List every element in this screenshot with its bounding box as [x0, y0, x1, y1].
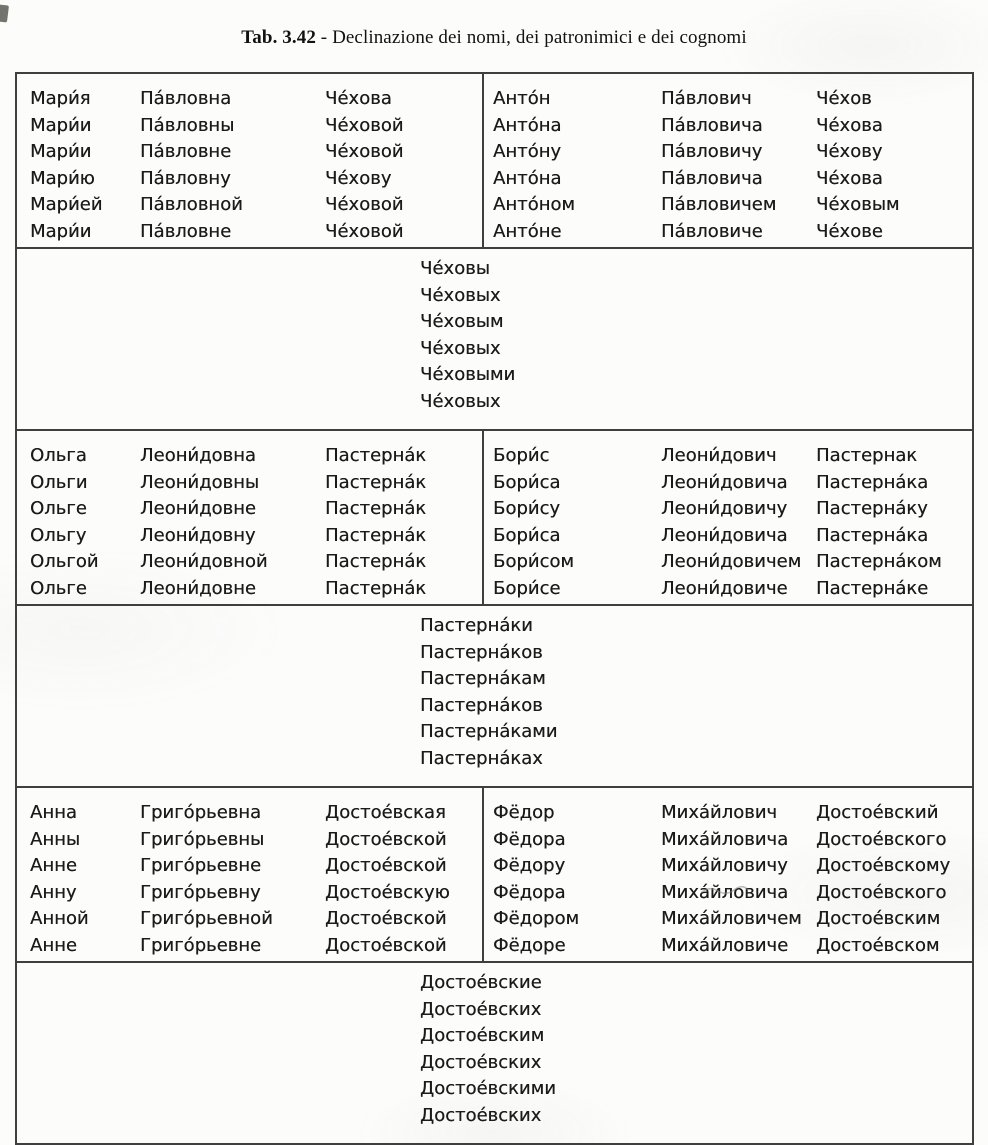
surname-cell: Достое́вского	[816, 881, 947, 903]
table-row	[30, 549, 482, 576]
first-name-cell: Фёдора	[493, 881, 566, 903]
section-chekhov-singular	[17, 74, 972, 247]
table-row	[30, 470, 482, 497]
patronymic-cell: Миха́йловича	[661, 828, 789, 850]
first-name-cell: Анто́н	[493, 88, 551, 109]
table-row	[493, 827, 972, 854]
first-name-cell: Анто́не	[493, 220, 562, 242]
first-name-cell: Мари́я	[30, 88, 91, 109]
first-name-cell: Фёдор	[493, 802, 555, 823]
surname-cell: Достое́вскому	[816, 855, 951, 876]
surname-cell: Пастерна́ка	[816, 524, 929, 546]
feminine-column-group	[17, 431, 484, 604]
table-row	[30, 906, 482, 933]
first-name-cell: Бори́сом	[493, 551, 574, 572]
first-name-cell: Анто́ном	[493, 194, 575, 215]
patronymic-cell: Леони́довне	[140, 498, 256, 519]
patronymic-cell: Па́вловичу	[661, 141, 763, 162]
surname-cell: Пастерна́ке	[816, 577, 929, 599]
table-row	[30, 800, 482, 827]
table-row	[30, 443, 482, 470]
surname-cell: Че́хова	[816, 167, 883, 189]
first-name-cell: Ольге	[30, 498, 87, 519]
first-name-cell: Анну	[30, 881, 77, 903]
table-row	[30, 219, 482, 246]
patronymic-cell: Па́вловиче	[661, 220, 763, 242]
table-row	[30, 113, 482, 140]
first-name-cell: Ольга	[30, 445, 87, 466]
patronymic-cell: Леони́довича	[661, 471, 788, 493]
surname-cell: Пастерна́к	[325, 498, 427, 519]
patronymic-cell: Па́вловичем	[661, 194, 777, 215]
surname-cell: Че́ховой	[325, 220, 404, 242]
plural-surname-form: Пастерна́ки	[420, 615, 533, 636]
table-row	[30, 576, 482, 603]
plural-surname-form: Пастерна́ками	[420, 721, 558, 742]
first-name-cell: Бори́са	[493, 471, 561, 493]
masculine-column-group	[484, 431, 972, 604]
first-name-cell: Ольгу	[30, 524, 87, 546]
section-pasternak-plural	[17, 604, 972, 786]
table-row	[30, 880, 482, 907]
table-row	[30, 496, 482, 523]
surname-cell: Пастерна́к	[325, 445, 427, 466]
section-chekhov-plural	[17, 247, 972, 429]
patronymic-cell: Григо́рьевне	[140, 934, 262, 956]
table-row	[493, 853, 972, 880]
patronymic-cell: Леони́дович	[661, 445, 777, 466]
patronymic-cell: Леони́довиче	[661, 577, 788, 599]
surname-cell: Че́ховой	[325, 141, 404, 162]
surname-cell: Че́хов	[816, 88, 872, 109]
table-row	[493, 139, 972, 166]
patronymic-cell: Григо́рьевной	[140, 908, 273, 929]
table-row	[30, 192, 482, 219]
plural-surname-form: Достое́вские	[420, 972, 542, 993]
pencil-mark-artifact	[700, 884, 750, 896]
first-name-cell: Анто́ну	[493, 141, 562, 162]
table-row	[30, 86, 482, 113]
table-row	[493, 906, 972, 933]
plural-surname-form: Че́ховых	[420, 390, 501, 412]
patronymic-cell: Миха́йловичу	[661, 855, 788, 876]
first-name-cell: Бори́са	[493, 524, 561, 546]
patronymic-cell: Миха́йловича	[661, 881, 789, 903]
patronymic-cell: Па́вловича	[661, 114, 763, 136]
table-row	[30, 139, 482, 166]
table-row	[493, 523, 972, 550]
first-name-cell: Анной	[30, 908, 89, 929]
patronymic-cell: Леони́довичем	[661, 551, 802, 572]
patronymic-cell: Па́вловне	[140, 141, 232, 162]
first-name-cell: Анна	[30, 802, 77, 823]
plural-surname-form: Че́ховы	[420, 258, 490, 279]
patronymic-cell: Григо́рьевны	[140, 828, 265, 850]
plural-surname-form: Че́ховых	[420, 337, 501, 359]
patronymic-cell: Григо́рьевну	[140, 881, 261, 903]
patronymic-cell: Миха́йловичем	[661, 908, 802, 929]
plural-surname-form: Пастерна́ков	[420, 694, 543, 716]
table-row	[493, 443, 972, 470]
plural-surname-form: Достое́вских	[420, 998, 542, 1020]
table-row	[493, 933, 972, 960]
patronymic-cell: Па́вловну	[140, 167, 231, 189]
patronymic-cell: Миха́йлович	[661, 802, 778, 823]
first-name-cell: Бори́с	[493, 445, 550, 466]
patronymic-cell: Леони́довна	[140, 445, 256, 466]
first-name-cell: Бори́су	[493, 498, 561, 519]
first-name-cell: Анто́на	[493, 114, 562, 136]
surname-cell: Достое́вской	[325, 828, 447, 850]
table-row	[30, 166, 482, 193]
table-caption	[0, 27, 988, 49]
surname-cell: Достое́вской	[325, 908, 447, 929]
patronymic-cell: Григо́рьевне	[140, 855, 262, 876]
table-row	[493, 800, 972, 827]
first-name-cell: Анне	[30, 855, 77, 876]
surname-cell: Че́ховой	[325, 194, 404, 215]
table-caption-text: - Declinazione dei nomi, dei patronimici e dei cognomi	[315, 27, 747, 48]
surname-cell: Достое́вской	[325, 855, 447, 876]
surname-cell: Пастерна́к	[325, 577, 427, 599]
surname-cell: Че́хова	[325, 88, 392, 109]
patronymic-cell: Леони́довны	[140, 471, 260, 493]
surname-cell: Че́ховым	[816, 194, 900, 215]
plural-surname-form: Че́ховыми	[420, 364, 516, 385]
surname-cell: Че́хова	[816, 114, 883, 136]
surname-cell: Пастерна́ку	[816, 498, 928, 519]
first-name-cell: Мари́и	[30, 141, 92, 162]
table-row	[493, 219, 972, 246]
surname-cell: Че́ховой	[325, 114, 404, 136]
patronymic-cell: Па́вловича	[661, 167, 763, 189]
table-row	[493, 470, 972, 497]
patronymic-cell: Па́вловны	[140, 114, 235, 136]
plural-surname-form: Пастерна́кам	[420, 668, 546, 689]
surname-cell: Пастерна́к	[325, 524, 427, 546]
patronymic-cell: Григо́рьевна	[140, 802, 262, 823]
surname-cell: Пастерна́ка	[816, 471, 929, 493]
first-name-cell: Ольги	[30, 471, 88, 493]
plural-surname-form: Достое́вскими	[420, 1078, 556, 1099]
patronymic-cell: Па́вловной	[140, 194, 243, 215]
first-name-cell: Мари́ю	[30, 167, 95, 189]
patronymic-cell: Леони́довичу	[661, 498, 788, 519]
surname-cell: Достое́вская	[325, 802, 446, 823]
table-row	[30, 933, 482, 960]
patronymic-cell: Па́влович	[661, 88, 752, 109]
table-caption-label: Tab. 3.42	[241, 27, 316, 48]
first-name-cell: Фёдора	[493, 828, 566, 850]
first-name-cell: Мари́ей	[30, 194, 103, 215]
first-name-cell: Мари́и	[30, 114, 92, 136]
masculine-column-group	[484, 788, 972, 961]
table-row	[493, 549, 972, 576]
patronymic-cell: Миха́йловиче	[661, 934, 789, 956]
surname-cell: Че́хове	[816, 220, 883, 242]
surname-cell: Достое́вскую	[325, 881, 450, 903]
plural-surname-form: Пастерна́ков	[420, 641, 543, 663]
first-name-cell: Бори́се	[493, 577, 561, 599]
section-dostoevsky-plural	[17, 961, 972, 1143]
surname-cell: Пастерна́к	[325, 471, 427, 493]
first-name-cell: Ольге	[30, 577, 87, 599]
surname-cell: Достое́вской	[325, 934, 447, 956]
first-name-cell: Ольгой	[30, 551, 99, 572]
surname-cell: Достое́вский	[816, 802, 939, 823]
surname-cell: Достое́вском	[816, 934, 940, 956]
patronymic-cell: Леони́довну	[140, 524, 256, 546]
first-name-cell: Мари́и	[30, 220, 92, 242]
plural-surname-form: Пастерна́ках	[420, 747, 543, 769]
first-name-cell: Анто́на	[493, 167, 562, 189]
table-row	[493, 496, 972, 523]
plural-surname-form: Достое́вских	[420, 1051, 542, 1073]
table-row	[493, 192, 972, 219]
declension-table	[15, 72, 974, 1145]
plural-surname-form: Достое́вским	[420, 1025, 545, 1046]
plural-surname-form: Че́ховым	[420, 311, 504, 332]
surname-cell: Пастерна́ком	[816, 551, 942, 572]
feminine-column-group	[17, 788, 484, 961]
table-row	[493, 86, 972, 113]
surname-cell: Пастернак	[816, 445, 918, 466]
surname-cell: Достое́вского	[816, 828, 947, 850]
table-row	[493, 113, 972, 140]
patronymic-cell: Па́вловне	[140, 220, 232, 242]
patronymic-cell: Леони́довной	[140, 551, 268, 572]
scan-smudge-artifact	[0, 4, 9, 22]
surname-cell: Че́хову	[325, 167, 392, 189]
plural-surname-form: Достое́вских	[420, 1104, 542, 1126]
surname-cell: Достое́вским	[816, 908, 941, 929]
patronymic-cell: Па́вловна	[140, 88, 232, 109]
table-row	[493, 166, 972, 193]
first-name-cell: Фёдору	[493, 855, 566, 876]
patronymic-cell: Леони́довне	[140, 577, 256, 599]
first-name-cell: Анне	[30, 934, 77, 956]
section-dostoevsky-singular	[17, 786, 972, 961]
table-row	[30, 853, 482, 880]
table-row	[493, 576, 972, 603]
plural-surname-form: Че́ховых	[420, 284, 501, 306]
table-row	[30, 523, 482, 550]
surname-cell: Пастерна́к	[325, 551, 427, 572]
feminine-column-group	[17, 74, 484, 247]
first-name-cell: Анны	[30, 828, 81, 850]
first-name-cell: Фёдоре	[493, 934, 566, 956]
surname-cell: Че́хову	[816, 141, 883, 162]
table-row	[30, 827, 482, 854]
section-pasternak-singular	[17, 429, 972, 604]
first-name-cell: Фёдором	[493, 908, 580, 929]
masculine-column-group	[484, 74, 972, 247]
patronymic-cell: Леони́довича	[661, 524, 788, 546]
